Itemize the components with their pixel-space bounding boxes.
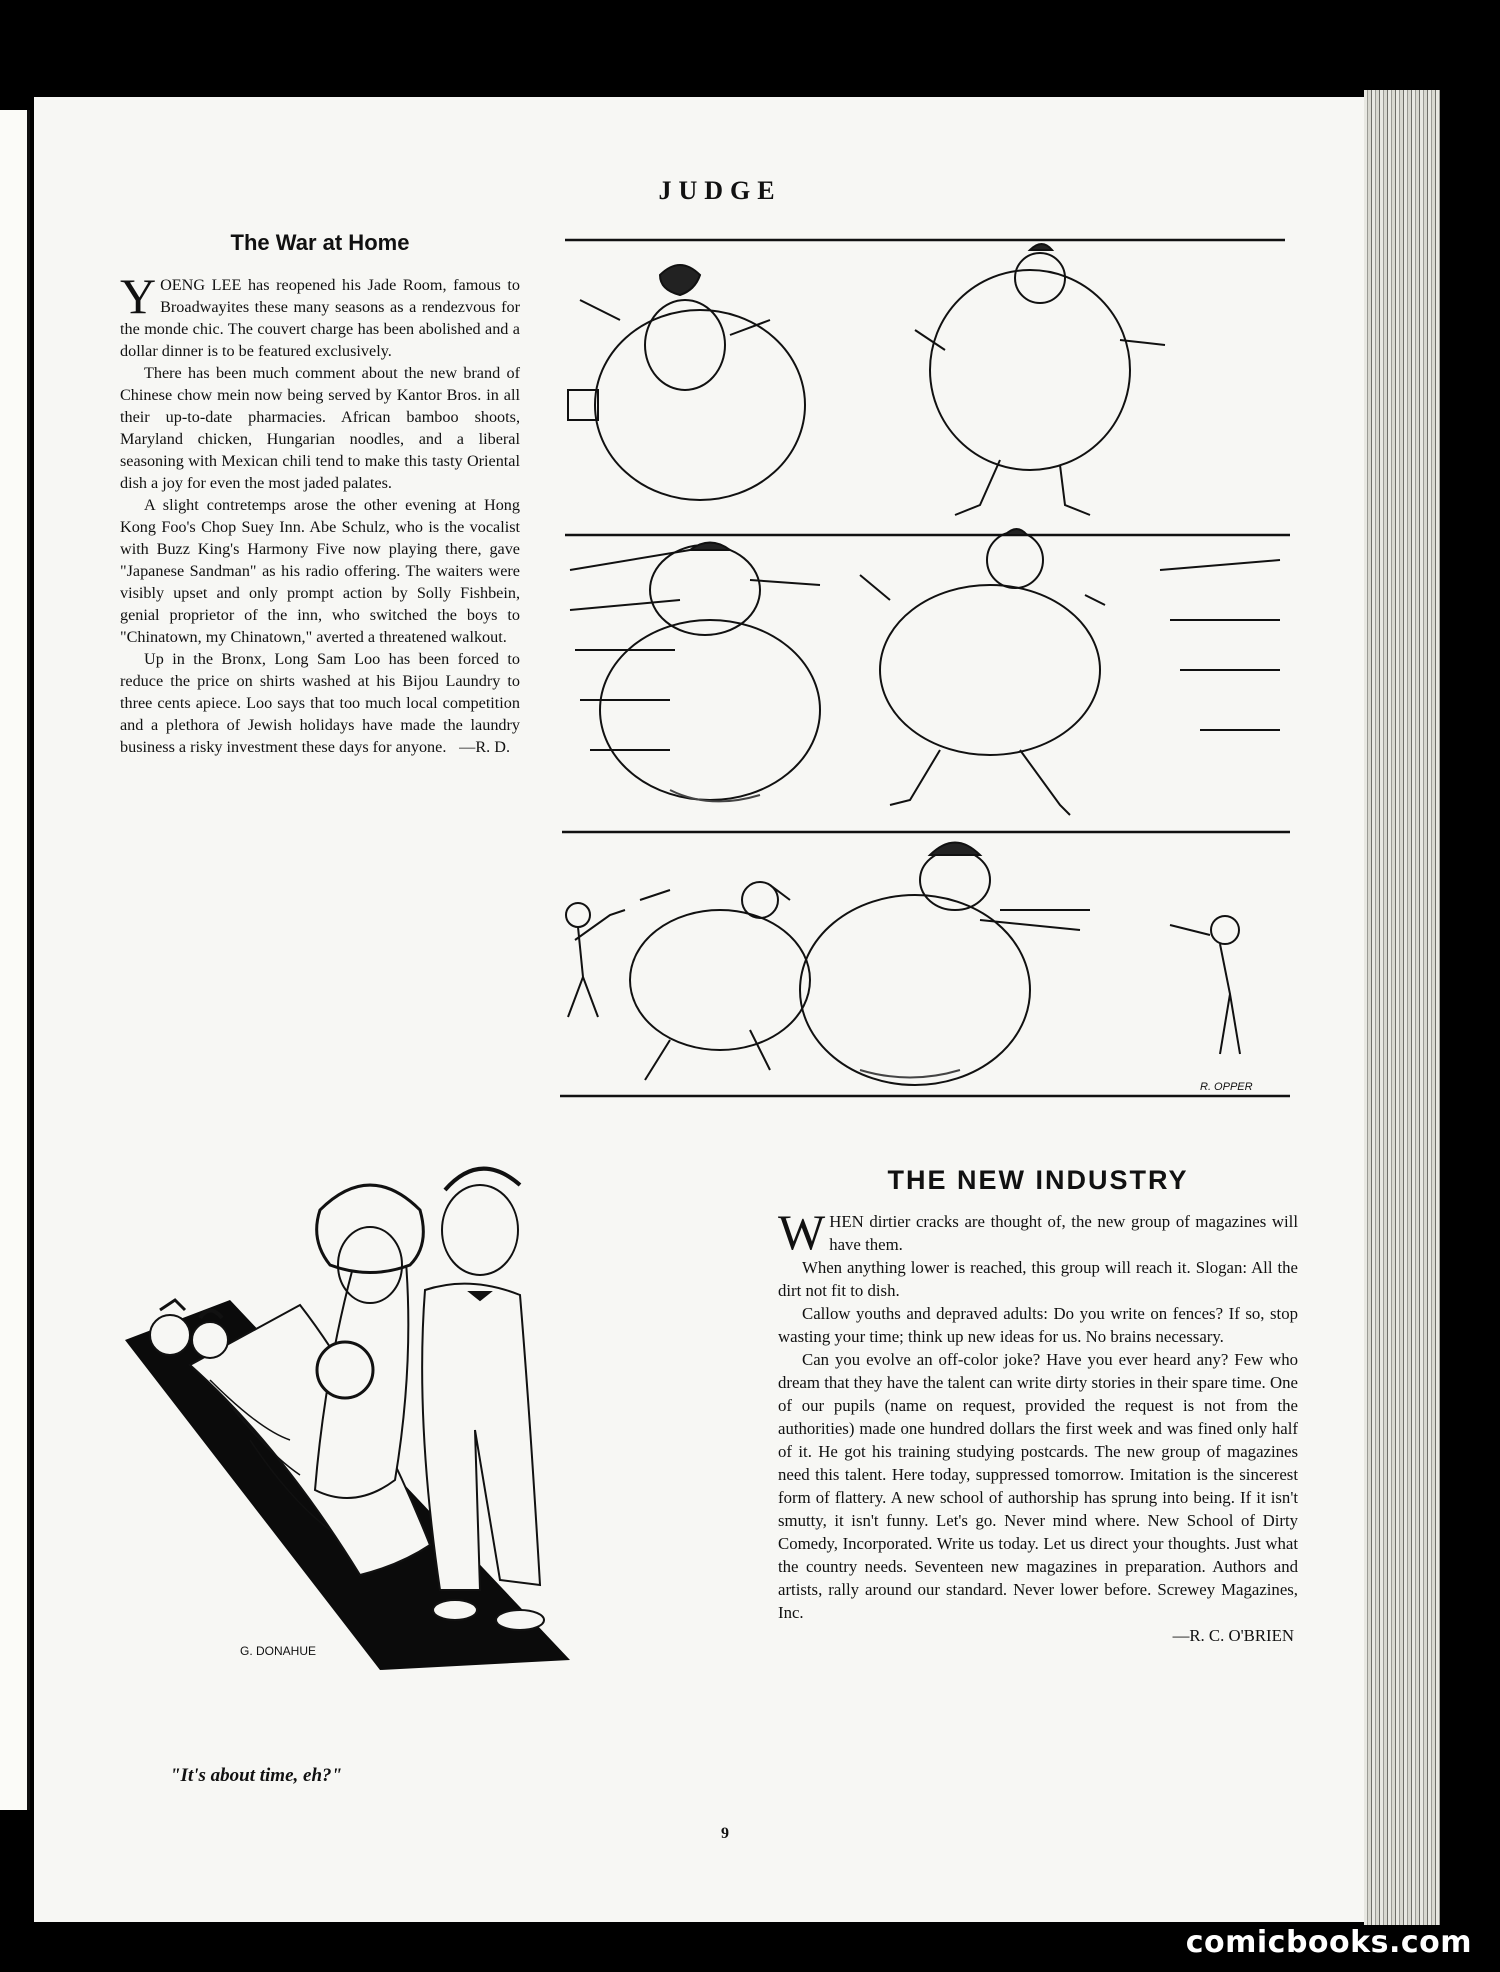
comic-panel-2 <box>570 529 1280 815</box>
comic-strip <box>560 230 1290 1110</box>
article-paragraph: When anything lower is reached, this group will reach it. Slogan: All the dirt not fit to dish. <box>778 1258 1298 1300</box>
article-paragraph: There has been much comment about the new brand of Chinese chow mein now being served by Kantor Bros. in all their up-to-date pharmacies. African bamboo shoots, Maryland chicken, Hungarian noodles, and a liberal seasoning with Mexican chili tend to make this tasty Oriental dish a joy for even the most jaded palates. <box>120 364 520 492</box>
previous-page-edge <box>0 110 30 1810</box>
site-watermark: comicbooks.com <box>1185 1925 1472 1960</box>
article-paragraph: Up in the Bronx, Long Sam Loo has been forced to reduce the price on shirts washed at his Bijou Laundry to three cents apiece. Loo says that too much local competition and a plethora of Jewish holidays have made the laundry business a risky investment these days for anyone. <box>120 650 520 756</box>
masthead: JUDGE <box>658 176 782 205</box>
article-paragraph: WHEN dirtier cracks are thought of, the new group of magazines will have them. <box>778 1204 1298 1260</box>
article-byline: —R. C. O'BRIEN <box>1172 1626 1294 1645</box>
drop-cap: W <box>778 1204 826 1260</box>
strip-signature: R. OPPER <box>1200 1081 1253 1093</box>
article-headline: THE NEW INDUSTRY <box>887 1165 1189 1195</box>
new-industry-article <box>778 1165 1298 1647</box>
book-page-edges <box>1364 90 1440 1925</box>
page-number: 9 <box>721 1825 729 1842</box>
war-at-home-article <box>120 230 520 758</box>
drop-cap: Y <box>120 268 157 324</box>
cartoon-caption: "It's about time, eh?" <box>170 1765 343 1786</box>
article-paragraph: Callow youths and depraved adults: Do you write on fences? If so, stop wasting your time; think up new ideas for us. No brains necessary. <box>778 1304 1298 1346</box>
article-signoff: —R. D. <box>459 738 510 756</box>
cartoon-signature: G. DONAHUE <box>240 1644 317 1658</box>
article-paragraph: Can you evolve an off-color joke? Have you ever heard any? Few who dream that they have the talent can write dirty stories in their spare time. One of our pupils (name on request, provided the request is not from the authorities) made one hundred dollars the first week and was fined only half of it. He got his training studying postcards. The new group of magazines need this talent. Here today, suppressed tomorrow. Imitation is the sincerest form of flattery. A new school of authorship has sprung into being. If it isn't smutty, it isn't funny. Let's go. Never mind where. New School of Dirty Comedy, Incorporated. Write us today. Let us direct your thoughts. Just what the country needs. Seventeen new magazines in preparation. Authors and artists, rally around our standard. Never lower before. Screwey Magazines, Inc. <box>778 1350 1298 1622</box>
wedding-cartoon <box>120 1150 660 1670</box>
article-title: The War at Home <box>230 230 410 255</box>
article-paragraph: A slight contretemps arose the other evening at Hong Kong Foo's Chop Suey Inn. Abe Schulz, who is the vocalist with Buzz King's Harmony Five now playing there, gave "Japanese Sandman" as his radio offering. The waiters were visibly upset and only prompt action by Solly Fishbein, genial proprietor of the inn, who switched the boys to "Chinatown, my Chinatown," averted a threatened walkout. <box>120 496 520 646</box>
comic-panel-1 <box>568 244 1165 515</box>
comic-panel-3 <box>566 843 1253 1094</box>
article-paragraph: YOENG LEE has reopened his Jade Room, famous to Broadwayites these many seasons as a rendezvous for the monde chic. The couvert charge has been abolished and a dollar dinner is to be featured exclusively. <box>120 268 520 360</box>
